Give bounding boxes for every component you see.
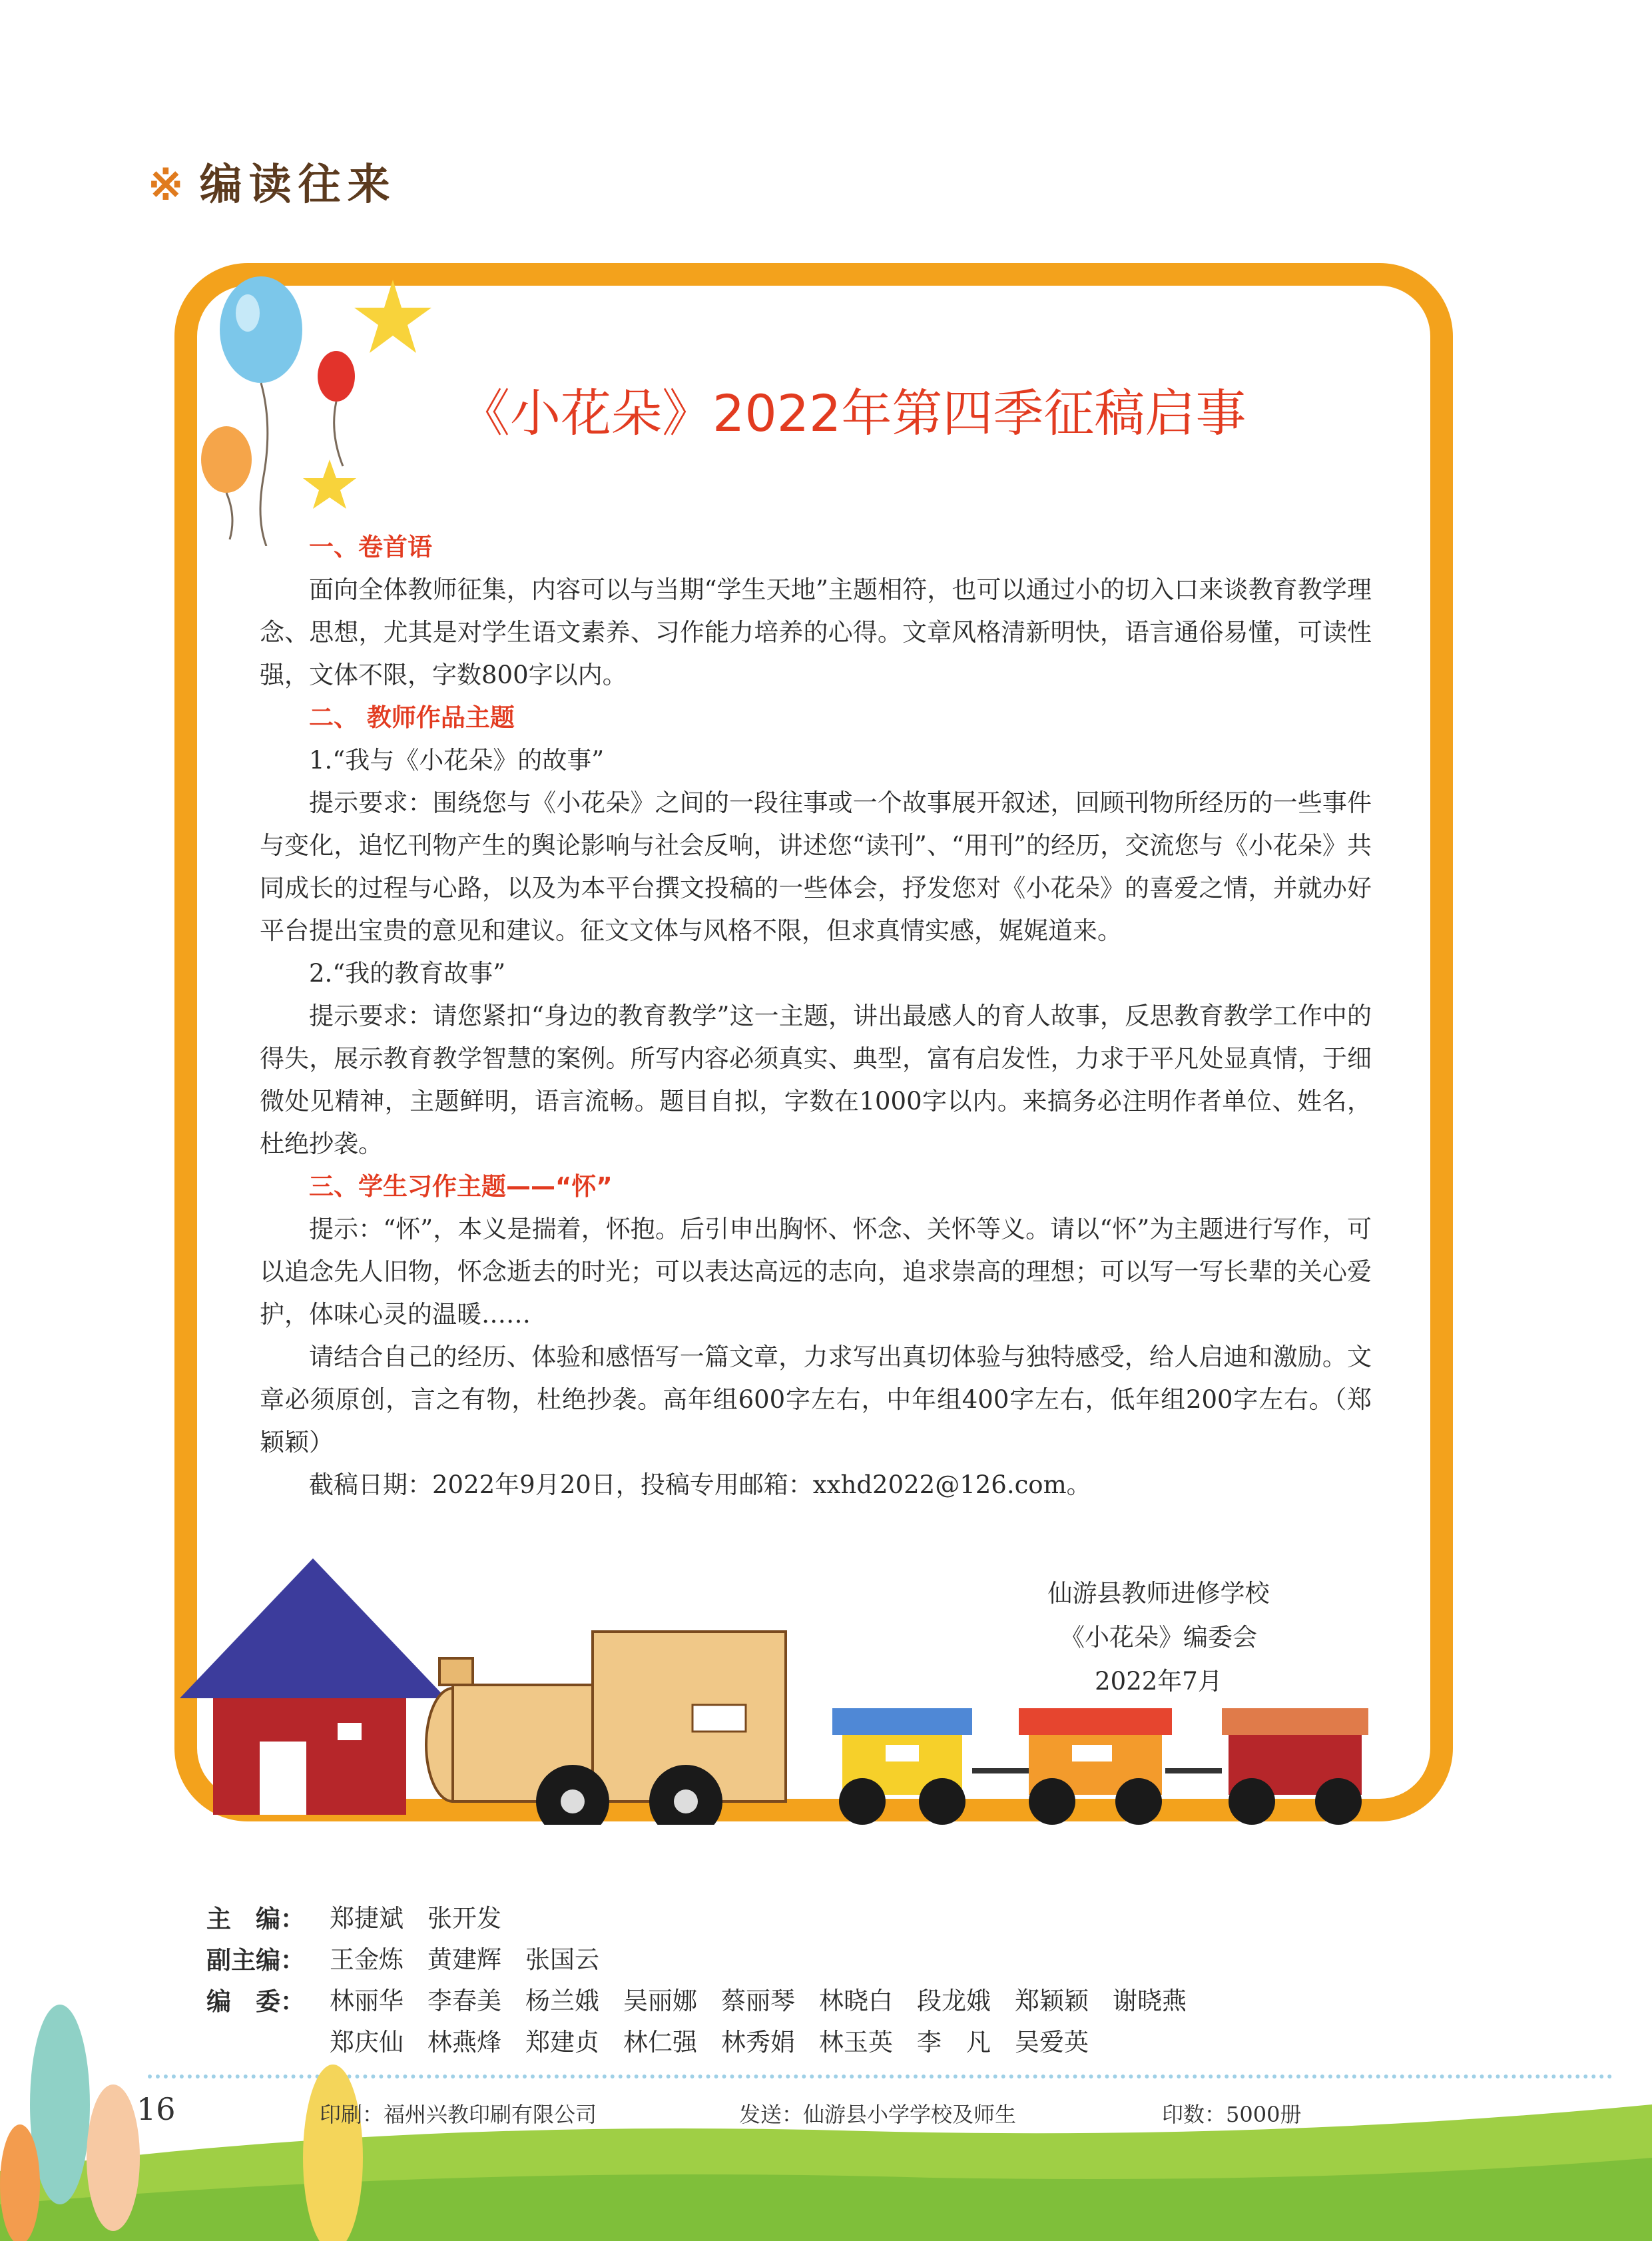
paragraph: 请结合自己的经历、体验和感悟写一篇文章，力求写出真切体验与独特感受，给人启迪和激励。文章必须原创，言之有物，杜绝抄袭。高年组600字左右，中年组400字左右，低年组200字左右。（郑颖颖） [260, 1343, 1372, 1456]
leaves-decoration [0, 1985, 373, 2241]
staff-name: 吴爱英 [1015, 2028, 1089, 2057]
topic-item-2: 2.“我的教育故事” [309, 959, 506, 988]
chief-editor-label: 主 编： [206, 1904, 305, 1933]
staff-name: 林玉英 [819, 2028, 893, 2057]
paragraph: 提示要求：请您紧扣“身边的教育教学”这一主题，讲出最感人的育人故事，反思教育教学工作中的得失，展示教育教学智慧的案例。所写内容必须真实、典型，富有启发性，力求于平凡处显真情，于细微处见精神，主题鲜明，语言流畅。题目自拟，字数在1000字以内。来搞务必注明作者单位、姓名，杜绝抄袭。 [260, 1002, 1372, 1158]
staff-name: 张开发 [427, 1904, 501, 1933]
page-number: 16 [137, 2091, 176, 2127]
staff-name: 林燕烽 [427, 2028, 501, 2057]
staff-name: 郑建贞 [525, 2028, 599, 2057]
staff-name: 林秀娟 [721, 2028, 795, 2057]
star-icon-small [303, 460, 356, 509]
staff-name: 郑庆仙 [330, 2028, 404, 2057]
staff-name: 郑捷斌 [330, 1904, 404, 1933]
section-heading-3: 三、学生习作主题——“怀” [309, 1172, 613, 1201]
star-icon [354, 280, 431, 353]
leaf-icon [0, 2124, 40, 2241]
red-wagon-icon [1222, 1708, 1368, 1825]
section-header [148, 151, 397, 212]
signature-date: 2022年7月 [1095, 1667, 1223, 1696]
article-body [260, 526, 1372, 1506]
yellow-wagon-icon [832, 1708, 972, 1825]
staff-name: 林晓白 [819, 1987, 893, 2015]
signature-org: 仙游县教师进修学校 [1047, 1579, 1270, 1608]
staff-name: 林丽华 [330, 1987, 404, 2015]
staff-name: 王金炼 [330, 1945, 404, 1974]
orange-wagon-icon [1019, 1708, 1172, 1825]
staff-name: 吴丽娜 [623, 1987, 697, 2015]
deputy-editor-row [206, 1939, 1211, 1981]
section-heading-1: 一、卷首语 [309, 533, 432, 561]
paragraph: 提示要求：围绕您与《小花朵》之间的一段往事或一个故事展开叙述，回顾刊物所经历的一些事件与变化，追忆刊物产生的舆论影响与社会反响，讲述您“读刊”、“用刊”的经历，交流您与《小花朵》共同成长的过程与心路，以及为本平台撰文投稿的一些体会，抒发您对《小花朵》的喜爱之情，并就办好平台提出宝贵的意见和建议。征文文体与风格不限，但求真情实感，娓娓道来。 [260, 789, 1372, 945]
orange-balloon-icon [201, 426, 252, 539]
staff-name: 杨兰娥 [525, 1987, 599, 2015]
reference-mark-icon: ※ [148, 160, 190, 210]
paragraph: 提示：“怀”，本义是揣着，怀抱。后引申出胸怀、怀念、关怀等义。请以“怀”为主题进行写作，可以追念先人旧物，怀念逝去的时光；可以表达高远的志向，追求崇高的理想；可以写一写长辈的关心爱护，体味心灵的温暖…… [260, 1215, 1372, 1329]
staff-name: 李春美 [427, 1987, 501, 2015]
staff-name: 谢晓燕 [1113, 1987, 1187, 2015]
footer-printer: 印刷：福州兴教印刷有限公司 [320, 2102, 597, 2127]
staff-name: 段龙娥 [917, 1987, 991, 2015]
section-header-text: 编读往来 [199, 160, 397, 210]
red-balloon-icon [318, 351, 355, 466]
staff-name: 张国云 [525, 1945, 599, 1974]
committee-label: 编 委： [206, 1987, 305, 2016]
staff-name: 李 凡 [917, 2028, 991, 2057]
paragraph: 面向全体教师征集，内容可以与当期“学生天地”主题相符，也可以通过小的切入口来谈教育教学理念、思想，尤其是对学生语文素养、习作能力培养的心得。文章风格清新明快，语言通俗易懂，可读性强，文体不限，字数800字以内。 [260, 575, 1372, 689]
footer-send-to: 发送：仙游县小学学校及师生 [739, 2102, 1017, 2127]
signature-committee: 《小花朵》编委会 [1060, 1623, 1257, 1652]
staff-name: 郑颖颖 [1015, 1987, 1089, 2015]
leaf-icon [303, 2065, 363, 2241]
staff-name: 林仁强 [623, 2028, 697, 2057]
footer-print-count: 印数：5000册 [1162, 2102, 1302, 2127]
coupling-icon [972, 1768, 1029, 1773]
section-heading-2: 二、 教师作品主题 [309, 703, 515, 732]
balloons-stars-decoration [200, 266, 453, 546]
blue-balloon-icon [220, 276, 302, 546]
deputy-editor-label: 副主编： [206, 1945, 305, 1975]
house-icon [180, 1558, 446, 1815]
house-train-illustration [173, 1545, 1425, 1825]
chief-editor-row [206, 1898, 1211, 1939]
topic-item-1: 1.“我与《小花朵》的故事” [309, 746, 605, 775]
deadline-paragraph: 截稿日期：2022年9月20日，投稿专用邮箱：xxhd2022@126.com。 [309, 1470, 1091, 1499]
staff-name: 黄建辉 [427, 1945, 501, 1974]
locomotive-icon [426, 1632, 786, 1825]
coupling-icon [1165, 1768, 1222, 1773]
leaf-icon [87, 2084, 140, 2231]
page-title: 《小花朵》2022年第四季征稿启事 [459, 384, 1246, 443]
staff-name: 蔡丽琴 [721, 1987, 795, 2015]
